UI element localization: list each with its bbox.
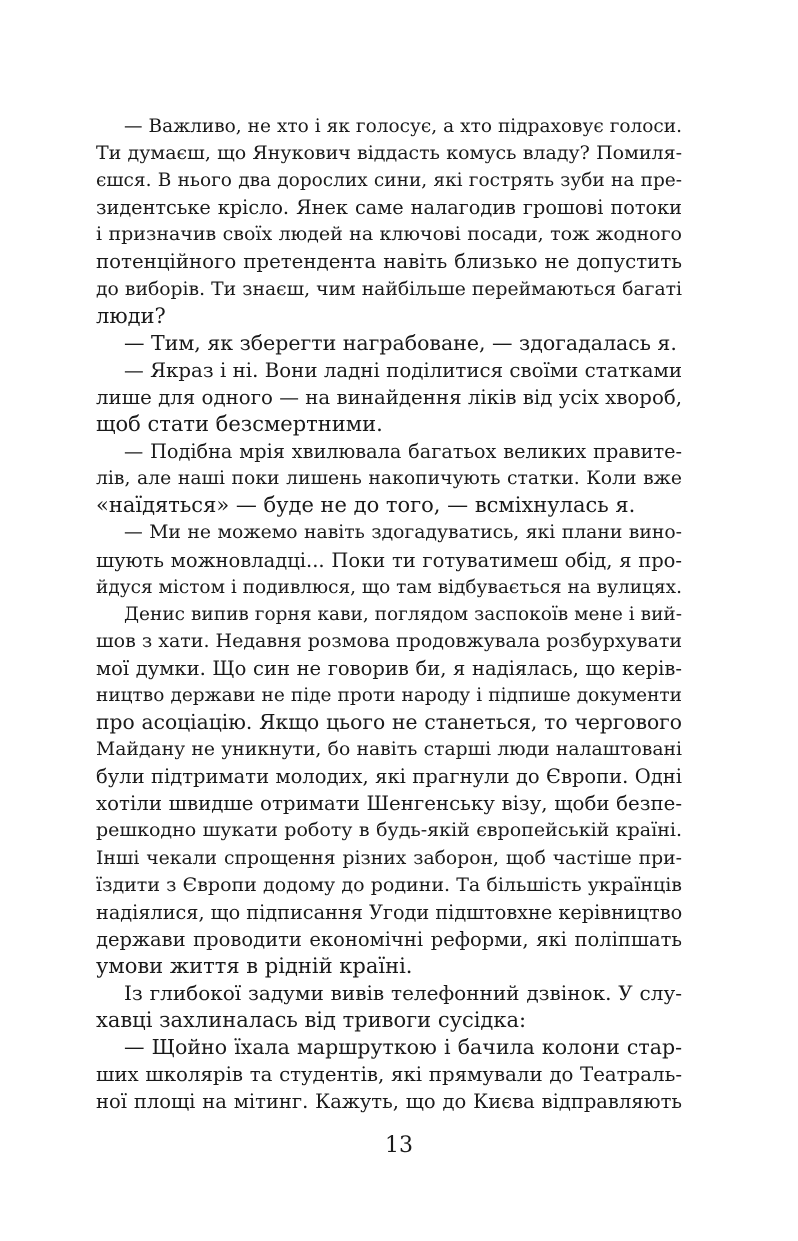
text-line: ших школярів та студентів, які прямували до Театраль- [96,1063,682,1087]
text-line: до виборів. Ти знаєш, чим найбільше переймаються багаті [96,278,682,300]
text-line: єшся. В нього два дорослих сини, які гострять зуби на пре- [96,170,682,192]
text-line: Інші чекали спрощення різних заборон, щоб частіше при- [96,847,682,869]
text-line: щоб стати безсмертними. [96,412,383,437]
text-line: надіялися, що підписання Угоди підштовхне керівництво [96,900,682,924]
text-line: хотіли швидше отримати Шенгенську візу, щоби безпе- [96,792,682,816]
text-line: їздити з Європи додому до родини. Та більшість українців [96,873,682,896]
text-line: ництво держави не піде проти народу і підпише документи [96,684,682,706]
text-line: лів, але наші поки лишень накопичують статки. Коли вже [96,468,682,490]
text-line: держави проводити економічні реформи, які поліпшать [96,927,682,951]
text-line: Денис випив горня кави, поглядом заспокоїв мене і вий- [124,603,682,625]
text-line: умови життя в рідній країні. [96,953,413,978]
text-line: хавці захлиналась від тривоги сусідка: [96,1008,527,1033]
text-line: шов з хати. Недавня розмова продовжувала розбурхувати [96,629,682,652]
text-line: «наїдяться» — буде не до того, — всміхнулась я. [96,493,636,518]
text-line: — Тим, як зберегти награбоване, — здогадалась я. [124,330,677,355]
text-line: були підтримати молодих, які прагнули до Європи. Одні [96,765,682,789]
text-line: лише для одного — на винайдення ліків від усіх хвороб, [96,385,682,409]
text-line: — Подібна мрія хвилювала багатьох великих правите- [124,440,682,464]
text-line: люди? [96,303,166,328]
text-line: — Якраз і ні. Вони ладні поділитися своїми статками [124,358,682,382]
text-line: шують можновладці... Поки ти готуватимеш обід, я про- [96,548,682,572]
body-text [96,113,682,1115]
text-line: — Щойно їхала маршруткою і бачила колони стар- [124,1035,682,1060]
text-line: ної площі на мітинг. Кажуть, що до Києва відправляють [96,1090,682,1114]
text-line: — Важливо, не хто і як голосує, а хто підраховує голоси. [124,116,682,137]
text-line: — Ми не можемо навіть здогадуватись, які плани вино- [124,522,682,544]
text-line: Ти думаєш, що Янукович віддасть комусь владу? Помиля- [96,142,682,165]
page-number: 13 [385,1133,413,1158]
text-line: зидентське крісло. Янек саме налагодив грошові потоки [96,196,682,220]
text-line: і призначив своїх людей на ключові посади, тож жодного [96,223,682,246]
text-line: про асоціацію. Якщо цього не станеться, то чергового [96,710,682,735]
text-line: йдуся містом і подивлюся, що там відбувається на вулицях. [96,576,682,598]
text-line: решкодно шукати роботу в будь-якій європейській країні. [96,819,682,842]
text-line: Майдану не уникнути, бо навіть старші люди налаштовані [96,739,682,761]
text-line: потенційного претендента навіть близько не допустить [96,250,682,274]
text-line: Із глибокої задуми вивів телефонний дзвінок. У слу- [124,981,682,1005]
text-line: мої думки. Що син не говорив би, я надіялась, що керів- [96,656,682,680]
